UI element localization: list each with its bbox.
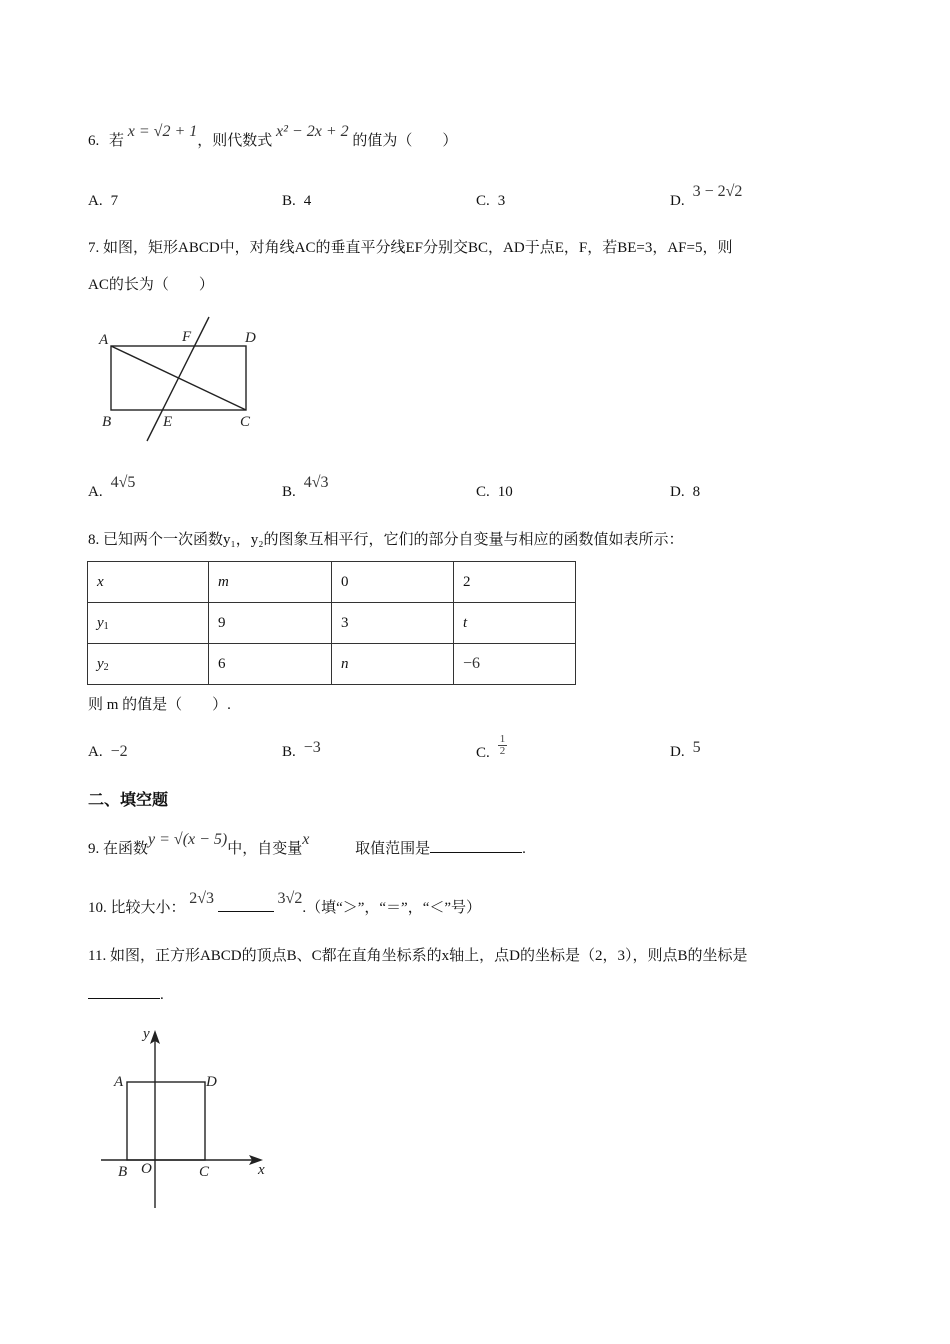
option-b[interactable] — [282, 191, 311, 211]
option-label: B. — [282, 193, 296, 209]
question-8-after: 则 m 的值是（ ）. — [88, 697, 231, 713]
values-table — [87, 561, 576, 685]
option-b[interactable] — [282, 474, 329, 502]
option-label: B. — [282, 484, 296, 500]
table-cell: 6 — [209, 644, 332, 685]
label-x: x — [258, 1162, 265, 1178]
math-variable: x — [302, 831, 310, 848]
label-c: C — [240, 414, 251, 430]
option-value: 3 — [497, 193, 506, 209]
math-expression: x = √2 + 1 — [127, 123, 198, 140]
rectangle-diagram — [95, 310, 265, 450]
option-label: D. — [670, 484, 685, 500]
math-expression: x² − 2x + 2 — [276, 123, 349, 140]
option-label: D. — [670, 193, 685, 209]
option-value: 4√5 — [110, 474, 136, 491]
question-text: 已知两个一次函数y₁，y₂的图象互相平行，它们的部分自变量与相应的函数值如表所示： — [103, 532, 684, 548]
label-e: E — [163, 414, 173, 430]
option-d[interactable] — [670, 739, 701, 762]
table-cell: −6 — [454, 644, 576, 685]
math-expression: y = √(x − 5) — [148, 831, 228, 848]
label-d: D — [206, 1074, 217, 1090]
option-value: 4√3 — [303, 474, 329, 491]
table-cell: t — [454, 603, 576, 644]
table-cell: 9 — [209, 603, 332, 644]
question-text: ，则代数式 — [197, 133, 273, 149]
option-d[interactable] — [670, 482, 700, 502]
option-c[interactable] — [476, 482, 513, 502]
label-y: y — [143, 1026, 150, 1042]
label-b: B — [102, 414, 112, 430]
answer-blank[interactable] — [218, 897, 274, 912]
label-b: B — [118, 1164, 128, 1180]
option-b[interactable] — [282, 739, 321, 762]
option-value-fraction: $\frac{1}{2}$ — [499, 733, 506, 757]
option-label: A. — [88, 484, 103, 500]
section-title: 二、填空题 — [88, 790, 169, 809]
question-text: 中，自变量 — [227, 841, 303, 857]
option-value: 3 − 2√2 — [692, 183, 743, 200]
answer-blank[interactable] — [88, 984, 160, 999]
table-cell: $y_1$ — [88, 603, 209, 644]
table-row — [88, 644, 576, 685]
table-cell: x — [88, 562, 209, 603]
question-text: 如图，正方形ABCD的顶点B、C都在直角坐标系的x轴上，点D的坐标是（2，3），则点B的坐标是 — [109, 948, 748, 964]
table-cell: $y_2$ — [88, 644, 209, 685]
option-c[interactable] — [476, 733, 507, 765]
question-6 — [88, 123, 458, 151]
math-expression: 2√3 — [189, 890, 215, 907]
label-a: A — [114, 1074, 124, 1090]
option-label: B. — [282, 744, 296, 760]
question-number: 10. — [88, 900, 107, 916]
option-label: C. — [476, 193, 490, 209]
table-row — [88, 603, 576, 644]
option-a[interactable] — [88, 191, 118, 211]
question-11 — [88, 946, 747, 966]
option-value: 10 — [497, 484, 513, 500]
question-text: 如图，矩形ABCD中，对角线AC的垂直平分线EF分别交BC，AD于点E，F，若BE=3，AF=5，则 — [103, 240, 733, 256]
question-number: 8. — [88, 532, 100, 548]
question-text: 的值为（ ） — [352, 133, 458, 149]
question-number: 9. — [88, 841, 100, 857]
table-cell: 3 — [332, 603, 454, 644]
label-d: D — [245, 330, 256, 346]
question-text: .（填“＞”，“＝”，“＜”号） — [302, 900, 482, 916]
table-cell: 2 — [454, 562, 576, 603]
option-label: C. — [476, 744, 490, 761]
answer-blank[interactable] — [430, 838, 522, 853]
option-a[interactable] — [88, 742, 128, 762]
label-a: A — [99, 332, 109, 348]
question-11-line2: . — [88, 984, 164, 1005]
option-value: 4 — [303, 193, 312, 209]
question-8 — [88, 530, 683, 550]
question-number: 11. — [88, 948, 107, 964]
question-text: 在函数 — [103, 841, 149, 857]
table-cell: 0 — [332, 562, 454, 603]
table-cell: n — [332, 644, 454, 685]
option-value: 7 — [110, 193, 119, 209]
label-f: F — [182, 329, 192, 345]
label-o: O — [141, 1161, 152, 1177]
question-text: 若 — [109, 133, 125, 149]
option-a[interactable] — [88, 474, 136, 502]
option-value: −2 — [110, 743, 128, 760]
option-d[interactable] — [670, 183, 743, 211]
question-number: 6. — [88, 133, 100, 149]
option-value: 8 — [692, 484, 701, 500]
option-value: 5 — [692, 739, 701, 756]
option-label: D. — [670, 744, 685, 760]
option-label: C. — [476, 484, 490, 500]
option-label: A. — [88, 193, 103, 209]
option-label: A. — [88, 744, 103, 760]
question-10 — [88, 890, 482, 918]
table-row — [88, 562, 576, 603]
question-number: 7. — [88, 240, 100, 256]
option-value: −3 — [303, 739, 321, 756]
question-text: 比较大小： — [110, 900, 186, 916]
math-expression: 3√2 — [277, 890, 303, 907]
question-7 — [88, 238, 732, 258]
question-9: 9. 在函数y = √(x − 5)中，自变量x 取值范围是 . — [88, 831, 526, 857]
table-cell: m — [209, 562, 332, 603]
option-c[interactable] — [476, 191, 505, 211]
question-text: 取值范围是 — [355, 841, 431, 857]
question-7-line2: AC的长为（ ） — [88, 277, 214, 293]
label-c: C — [199, 1164, 210, 1180]
coordinate-diagram — [95, 1018, 285, 1213]
